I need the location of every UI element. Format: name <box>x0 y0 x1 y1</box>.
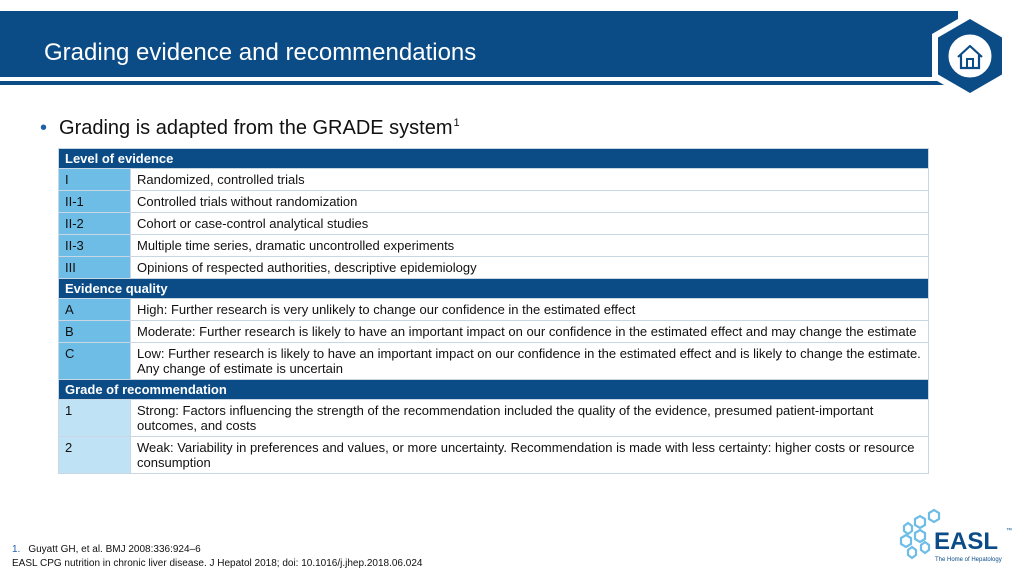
footnote-number: 1. <box>12 544 21 555</box>
home-icon <box>928 10 1012 102</box>
title-bar <box>0 11 958 77</box>
row-code: III <box>59 257 131 279</box>
header-top-margin <box>0 0 1024 10</box>
bullet-text <box>59 117 460 140</box>
table-row <box>59 437 929 474</box>
home-button[interactable] <box>928 10 1012 102</box>
row-code: C <box>59 343 131 380</box>
table-row <box>59 191 929 213</box>
row-description: Randomized, controlled trials <box>131 169 929 191</box>
table-row <box>59 400 929 437</box>
section-title-level-of-evidence: Level of evidence <box>59 149 929 169</box>
citation: EASL CPG nutrition in chronic liver disease. J Hepatol 2018; doi: 10.1016/j.jhep.2018.06.024 <box>12 558 423 569</box>
logo-tm: ™ <box>1006 528 1012 534</box>
row-code: A <box>59 299 131 321</box>
bullet-point <box>40 117 460 140</box>
footnote-text: Guyatt GH, et al. BMJ 2008:336:924–6 <box>28 544 201 555</box>
row-description: Controlled trials without randomization <box>131 191 929 213</box>
footnote <box>12 544 201 555</box>
row-description: High: Further research is very unlikely to change our confidence in the estimated effect <box>131 299 929 321</box>
row-code: II-2 <box>59 213 131 235</box>
easl-logo-graphic <box>896 504 1016 570</box>
row-code: 1 <box>59 400 131 437</box>
row-description: Strong: Factors influencing the strength of the recommendation included the quality of the evidence, presumed patient-important outcomes, and costs <box>131 400 929 437</box>
title-underline <box>0 81 958 85</box>
section-header <box>59 279 929 299</box>
table-row <box>59 213 929 235</box>
grading-table <box>58 148 929 474</box>
section-title-evidence-quality: Evidence quality <box>59 279 929 299</box>
row-description: Low: Further research is likely to have an important impact on our confidence in the estimated effect and is likely to change the estimate. Any change of estimate is uncertain <box>131 343 929 380</box>
section-title-grade-of-recommendation: Grade of recommendation <box>59 380 929 400</box>
row-description: Multiple time series, dramatic uncontrolled experiments <box>131 235 929 257</box>
section-header <box>59 149 929 169</box>
easl-logo <box>896 504 1016 570</box>
section-header <box>59 380 929 400</box>
table-row <box>59 169 929 191</box>
row-code: II-1 <box>59 191 131 213</box>
table-row <box>59 257 929 279</box>
table-row <box>59 235 929 257</box>
bullet-text-main: Grading is adapted from the GRADE system <box>59 117 453 139</box>
row-code: B <box>59 321 131 343</box>
table-row <box>59 321 929 343</box>
bullet-icon: • <box>40 117 48 139</box>
row-description: Cohort or case-control analytical studies <box>131 213 929 235</box>
row-description: Moderate: Further research is likely to have an important impact on our confidence in the estimated effect and may change the estimate <box>131 321 929 343</box>
logo-text: EASL <box>934 528 999 555</box>
row-code: 2 <box>59 437 131 474</box>
table-row <box>59 299 929 321</box>
table-row <box>59 343 929 380</box>
row-description: Opinions of respected authorities, descriptive epidemiology <box>131 257 929 279</box>
logo-tagline: The Home of Hepatology <box>935 557 1002 563</box>
row-code: I <box>59 169 131 191</box>
row-code: II-3 <box>59 235 131 257</box>
bullet-superscript: 1 <box>453 117 460 130</box>
header <box>0 0 1024 100</box>
row-description: Weak: Variability in preferences and values, or more uncertainty. Recommendation is made with less certainty: higher costs or resource consumption <box>131 437 929 474</box>
page-title: Grading evidence and recommendations <box>44 39 477 66</box>
